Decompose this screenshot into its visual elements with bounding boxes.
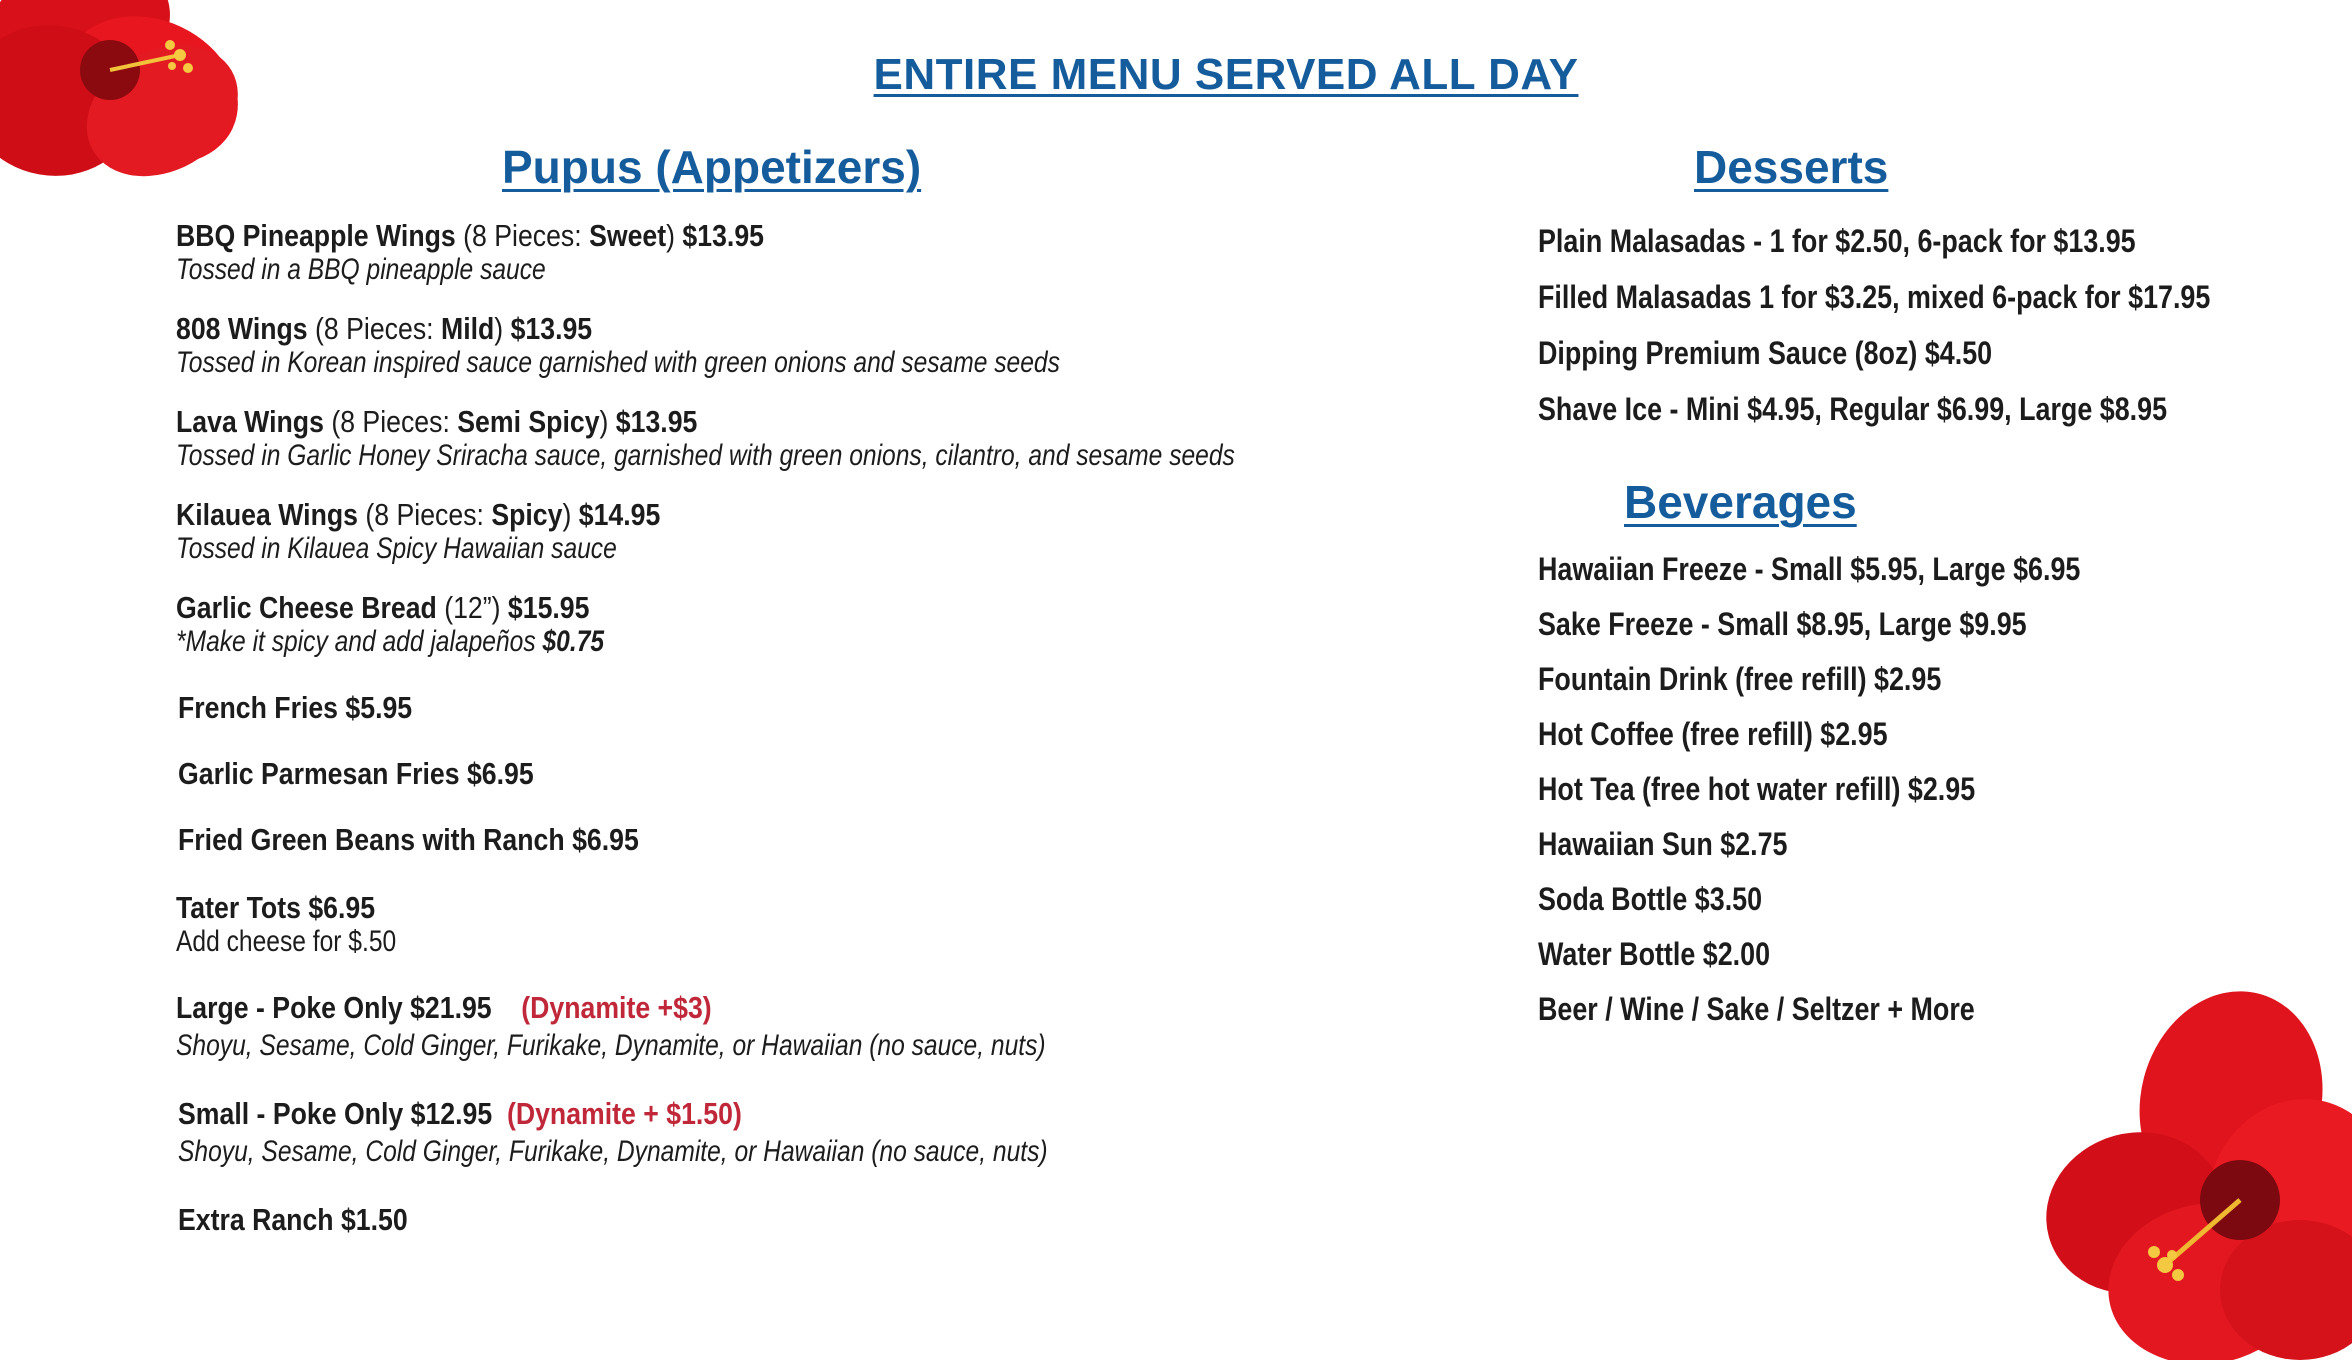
item-heat: Spicy (491, 497, 563, 532)
item-detail: ) (666, 218, 683, 253)
item-description: Tossed in Korean inspired sauce garnished with green onions and sesame seeds (176, 346, 1060, 379)
menu-item-bbq-wings (176, 218, 860, 286)
item-extra-price: (Dynamite + $1.50) (506, 1096, 742, 1131)
item-description: Tossed in Kilauea Spicy Hawaiian sauce (176, 532, 617, 565)
beverage-item: Water Bottle $2.00 (1538, 936, 1771, 972)
item-size: (12”) (436, 590, 508, 625)
item-price: $15.95 (507, 590, 590, 625)
item-name: Garlic Cheese Bread (176, 590, 437, 625)
item-detail: ) (494, 311, 511, 346)
item-label: Garlic Parmesan Fries $6.95 (178, 756, 534, 791)
item-name: Kilauea Wings (176, 497, 358, 532)
menu-item-french-fries (178, 690, 450, 726)
beverage-item: Soda Bottle $3.50 (1538, 881, 1763, 917)
item-price: $13.95 (682, 218, 764, 253)
item-detail: ) (599, 404, 616, 439)
item-description: Tossed in a BBQ pineapple sauce (176, 253, 546, 286)
item-note (176, 626, 604, 658)
beverage-item: Hot Coffee (free refill) $2.95 (1538, 716, 1888, 752)
menu-item-tater-tots (176, 890, 445, 958)
item-detail: (8 Pieces: (307, 311, 441, 346)
beverage-item: Fountain Drink (free refill) $2.95 (1538, 661, 1942, 697)
beverage-item: Sake Freeze - Small $8.95, Large $9.95 (1538, 606, 2027, 642)
item-label: French Fries $5.95 (178, 690, 413, 725)
item-label: Fried Green Beans with Ranch $6.95 (178, 822, 639, 857)
beverage-item: Hawaiian Freeze - Small $5.95, Large $6.95 (1538, 551, 2081, 587)
menu-item-small-poke (178, 1096, 1239, 1168)
item-detail: ) (562, 497, 579, 532)
menu-item-lava-wings (176, 404, 1467, 472)
item-price: $13.95 (615, 404, 698, 439)
menu-item-large-poke (176, 990, 1237, 1062)
dessert-item: Filled Malasadas 1 for $3.25, mixed 6-pack for $17.95 (1538, 279, 2211, 315)
item-description: Tossed in Garlic Honey Sriracha sauce, garnished with green onions, cilantro, and sesame seeds (176, 439, 1235, 472)
item-detail: (8 Pieces: (357, 497, 492, 532)
menu-header-title: ENTIRE MENU SERVED ALL DAY (873, 50, 1579, 99)
beverage-item: Hot Tea (free hot water refill) $2.95 (1538, 771, 1976, 807)
item-name: BBQ Pineapple Wings (176, 218, 456, 253)
dessert-item: Dipping Premium Sauce (8oz) $4.50 (1538, 335, 1993, 371)
item-heat: Mild (440, 311, 495, 346)
menu-item-fried-green-beans (178, 822, 714, 858)
item-label: Extra Ranch $1.50 (178, 1202, 408, 1237)
item-detail: (8 Pieces: (455, 218, 590, 253)
menu-item-garlic-parmesan-fries (178, 756, 592, 792)
item-heat: Semi Spicy (457, 404, 600, 439)
beverages-section-title: Beverages (1624, 476, 1857, 528)
item-label: Small - Poke Only $12.95 (178, 1096, 493, 1131)
item-name: Lava Wings (176, 404, 324, 439)
menu-item-808-wings (176, 311, 1254, 379)
item-note: Add cheese for $.50 (176, 925, 397, 958)
item-heat: Sweet (589, 218, 667, 253)
dessert-item: Plain Malasadas - 1 for $2.50, 6-pack for $13.95 (1538, 223, 2136, 259)
dessert-item: Shave Ice - Mini $4.95, Regular $6.99, Large $8.95 (1538, 391, 2168, 427)
item-price: $13.95 (510, 311, 593, 346)
desserts-section-title: Desserts (1694, 141, 1889, 193)
beverage-item: Hawaiian Sun $2.75 (1538, 826, 1788, 862)
menu-item-kilauea-wings (176, 497, 739, 565)
item-name: 808 Wings (176, 311, 308, 346)
hibiscus-icon (0, 0, 280, 220)
item-note-price: $0.75 (542, 625, 605, 658)
item-detail: (8 Pieces: (323, 404, 458, 439)
item-extra-price: (Dynamite +$3) (521, 990, 712, 1025)
item-description: Shoyu, Sesame, Cold Ginger, Furikake, Dynamite, or Hawaiian (no sauce, nuts) (176, 1029, 1046, 1062)
item-note-text: *Make it spicy and add jalapeños (176, 625, 543, 658)
item-price: $14.95 (578, 497, 661, 532)
item-description: Shoyu, Sesame, Cold Ginger, Furikake, Dynamite, or Hawaiian (no sauce, nuts) (178, 1135, 1048, 1168)
item-label: Large - Poke Only $21.95 (176, 990, 492, 1025)
menu-item-extra-ranch (178, 1202, 445, 1238)
menu-item-garlic-cheese-bread (176, 590, 698, 658)
pupus-section-title: Pupus (Appetizers) (502, 141, 922, 193)
item-label: Tater Tots $6.95 (176, 890, 376, 925)
beverage-item: Beer / Wine / Sake / Seltzer + More (1538, 991, 1975, 1027)
hibiscus-icon (2020, 960, 2352, 1360)
